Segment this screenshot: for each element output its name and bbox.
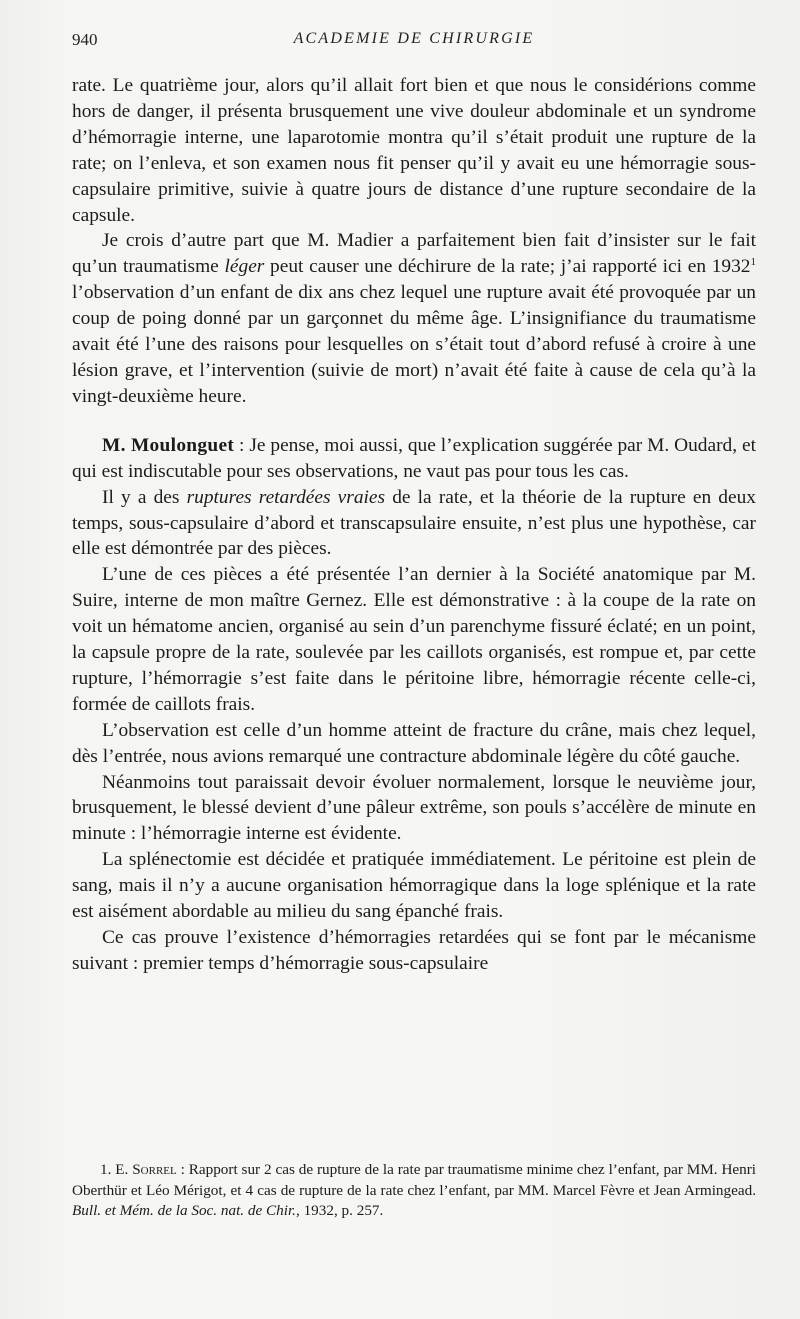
paragraph-5: L’une de ces pièces a été présentée l’an dernier à la Société anatomique par M. Suire, interne de mon maître Gernez. Elle est démonstrative : à la coupe de la rate on voit un hématome ancien, organisé au sein d’un parenchyme fissuré éclaté; en un point, la capsule propre de la rate, soulevée par les caillots organisés, est rompue et, par cette rupture, l’hémorragie s’est faite dans le péritoine libre, hémorragie récente celle-ci, formée de caillots frais. (72, 564, 756, 715)
paragraph-4-text-a: Il y a des (102, 486, 187, 508)
paragraph-7: Néanmoins tout paraissait devoir évoluer normalement, lorsque le neuvième jour, brusquement, le blessé devient d’une pâleur extrême, son pouls s’accélère de minute en minute : l’hémorragie interne est évidente. (72, 771, 756, 845)
paragraph-9: Ce cas prouve l’existence d’hémorragies retardées qui se font par le mécanisme suivant : premier temps d’hémorragie sous-capsulaire (72, 927, 756, 974)
paragraph-4-text-b: de la rate, et la théorie de la rupture en deux temps, sous-capsulaire d’abord et transcapsulaire ensuite, n’est plus une hypothèse, car elle est démontrée par des pièces. (72, 486, 756, 560)
page-number: 940 (72, 30, 98, 49)
footnote-journal: Bull. et Mém. de la Soc. nat. de Chir. (72, 1202, 296, 1219)
paragraph-2-text-c: l’observation d’un enfant de dix ans chez lequel une rupture avait été provoquée par un coup de poing donné par un garçonnet du même âge. L’insignifiance du traumatisme avait été l’une des raisons pour lesquelles on s’était tout d’abord refusé à croire à une lésion grave, et l’intervention (suivie de mort) n’avait été faite à cause de cela qu’à la vingt-deuxième heure. (72, 282, 756, 407)
footnote-number: 1. (100, 1161, 112, 1178)
paragraph-8: La splénectomie est décidée et pratiquée immédiatement. Le péritoine est plein de sang, mais il n’y a aucune organisation hémorragique dans la loge splénique et la rate est aisément abordable au milieu du sang épanché frais. (72, 849, 756, 923)
paragraph-6: L’observation est celle d’un homme atteint de fracture du crâne, mais chez lequel, dès l’entrée, nous avions remarqué une contracture abdominale légère du côté gauche. (72, 719, 756, 767)
footnotes (72, 1160, 756, 1222)
paragraph-3 (72, 433, 756, 485)
paragraph-4-emphasis: ruptures retardées vraies (186, 486, 386, 508)
paragraph-2-emphasis: léger (224, 256, 265, 278)
running-title: ACADEMIE DE CHIRURGIE (293, 30, 535, 47)
paragraph-1: rate. Le quatrième jour, alors qu’il allait fort bien et que nous le considérions comme hors de danger, il présenta brusquement une vive douleur abdominale et un syndrome d’hémorragie interne, une laparotomie montra qu’il s’était produit une rupture de la rate; on l’enleva, et son examen nous fit penser qu’il y avait eu une hémorragie sous-capsulaire primitive, suivie à quatre jours de distance d’une rupture secondaire de la capsule. (72, 75, 756, 226)
footnote-author: E. Sorrel (115, 1161, 177, 1178)
footnote-reference: 1 (750, 256, 756, 269)
paragraph-2 (72, 228, 756, 409)
footnote-1 (72, 1160, 756, 1222)
paragraph-3-text: : Je pense, moi aussi, que l’explication suggérée par M. Oudard, et qui est indiscutable pour ses observations, ne vaut pas pour tous les cas. (72, 434, 756, 482)
article-body (72, 73, 756, 977)
page-header (72, 30, 756, 54)
footnote-text-a: : Rapport sur 2 cas de rupture de la rate par traumatisme minime chez l’enfant, par MM. Henri Oberthür et Léo Mérigot, et 4 cas de rupture de la rate chez l’enfant, par MM. Marcel Fèvre et Jean Armingead. (72, 1161, 757, 1199)
footnote-text-b: , 1932, p. 257. (295, 1202, 384, 1219)
speaker-name: M. Moulonguet (102, 434, 235, 456)
paragraph-2-text-b: peut causer une déchirure de la rate; j’ai rapporté ici en 1932 (264, 256, 751, 278)
paragraph-4 (72, 485, 756, 563)
paragraph-2-text-a: Je crois d’autre part que M. Madier a parfaitement bien fait d’insister sur le fait qu’un traumatisme (72, 230, 756, 278)
